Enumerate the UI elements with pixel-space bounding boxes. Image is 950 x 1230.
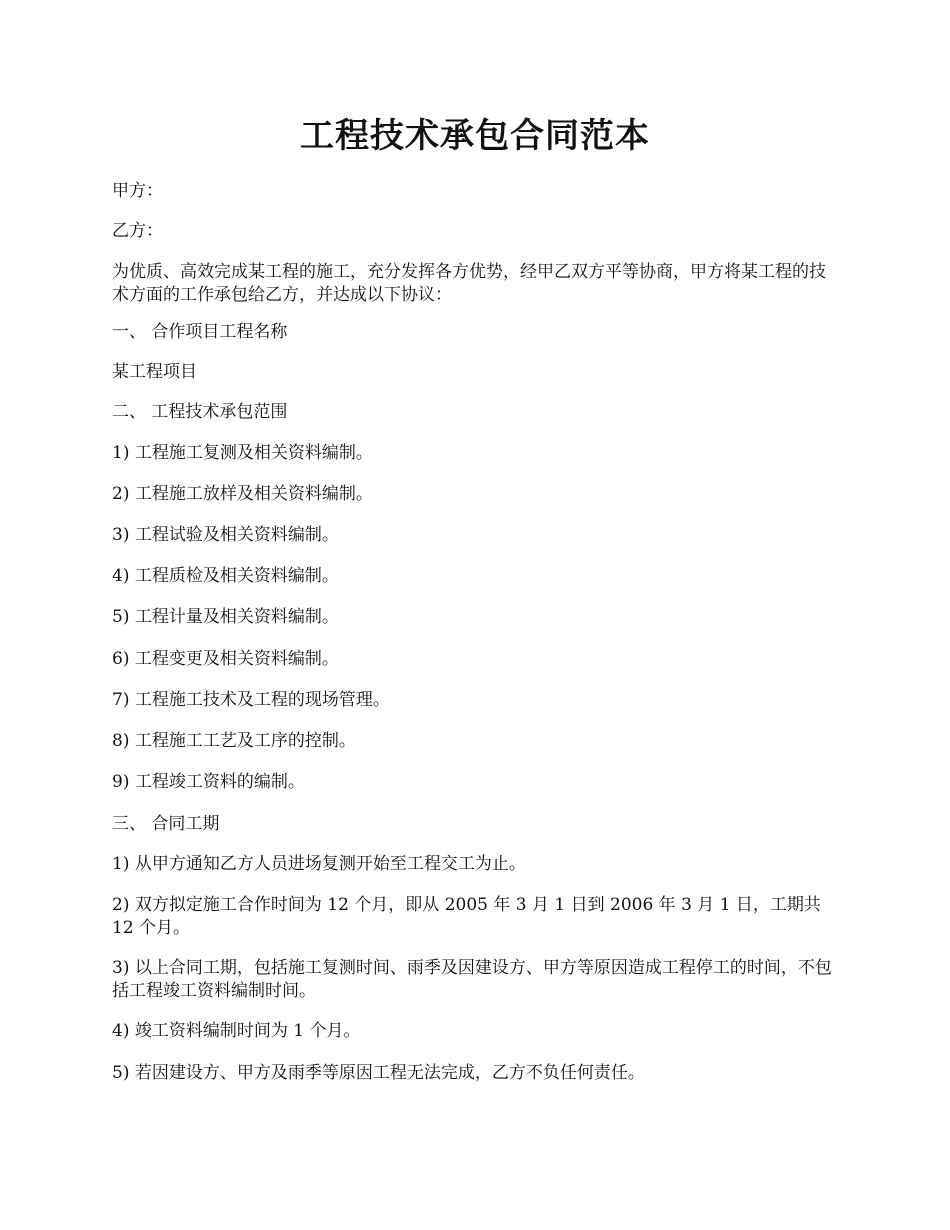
scope-item: 1) 工程施工复测及相关资料编制。	[112, 443, 373, 463]
section-heading-2: 二、 工程技术承包范围	[112, 402, 288, 422]
scope-item: 3) 工程试验及相关资料编制。	[112, 525, 339, 545]
party-a-line: 甲方：	[112, 181, 163, 201]
scope-item: 6) 工程变更及相关资料编制。	[112, 649, 339, 669]
term-item: 1) 从甲方通知乙方人员进场复测开始至工程交工为止。	[112, 854, 526, 874]
term-item: 4) 竣工资料编制时间为 1 个月。	[112, 1021, 361, 1041]
scope-item: 4) 工程质检及相关资料编制。	[112, 566, 339, 586]
scope-item: 2) 工程施工放样及相关资料编制。	[112, 484, 373, 504]
section-heading-3: 三、 合同工期	[112, 814, 220, 834]
scope-item: 9) 工程竣工资料的编制。	[112, 772, 305, 792]
party-b-line: 乙方：	[112, 221, 163, 241]
section-heading-1: 一、 合作项目工程名称	[112, 322, 288, 342]
project-name: 某工程项目	[112, 362, 197, 382]
scope-item: 8) 工程施工工艺及工序的控制。	[112, 731, 356, 751]
term-item: 2) 双方拟定施工合作时间为 12 个月，即从 2005 年 3 月 1 日到 2006 年 3 月 1 日，工期共 12 个月。	[112, 895, 821, 938]
term-item: 3) 以上合同工期，包括施工复测时间、雨季及因建设方、甲方等原因造成工程停工的时间，不包括工程竣工资料编制时间。	[112, 958, 832, 1001]
scope-item: 7) 工程施工技术及工程的现场管理。	[112, 690, 390, 710]
intro-paragraph: 为优质、高效完成某工程的施工，充分发挥各方优势，经甲乙双方平等协商，甲方将某工程的技术方面的工作承包给乙方，并达成以下协议：	[112, 262, 826, 305]
term-item: 5) 若因建设方、甲方及雨季等原因工程无法完成，乙方不负任何责任。	[112, 1063, 645, 1083]
scope-item: 5) 工程计量及相关资料编制。	[112, 607, 339, 627]
document-title: 工程技术承包合同范本	[300, 116, 650, 156]
